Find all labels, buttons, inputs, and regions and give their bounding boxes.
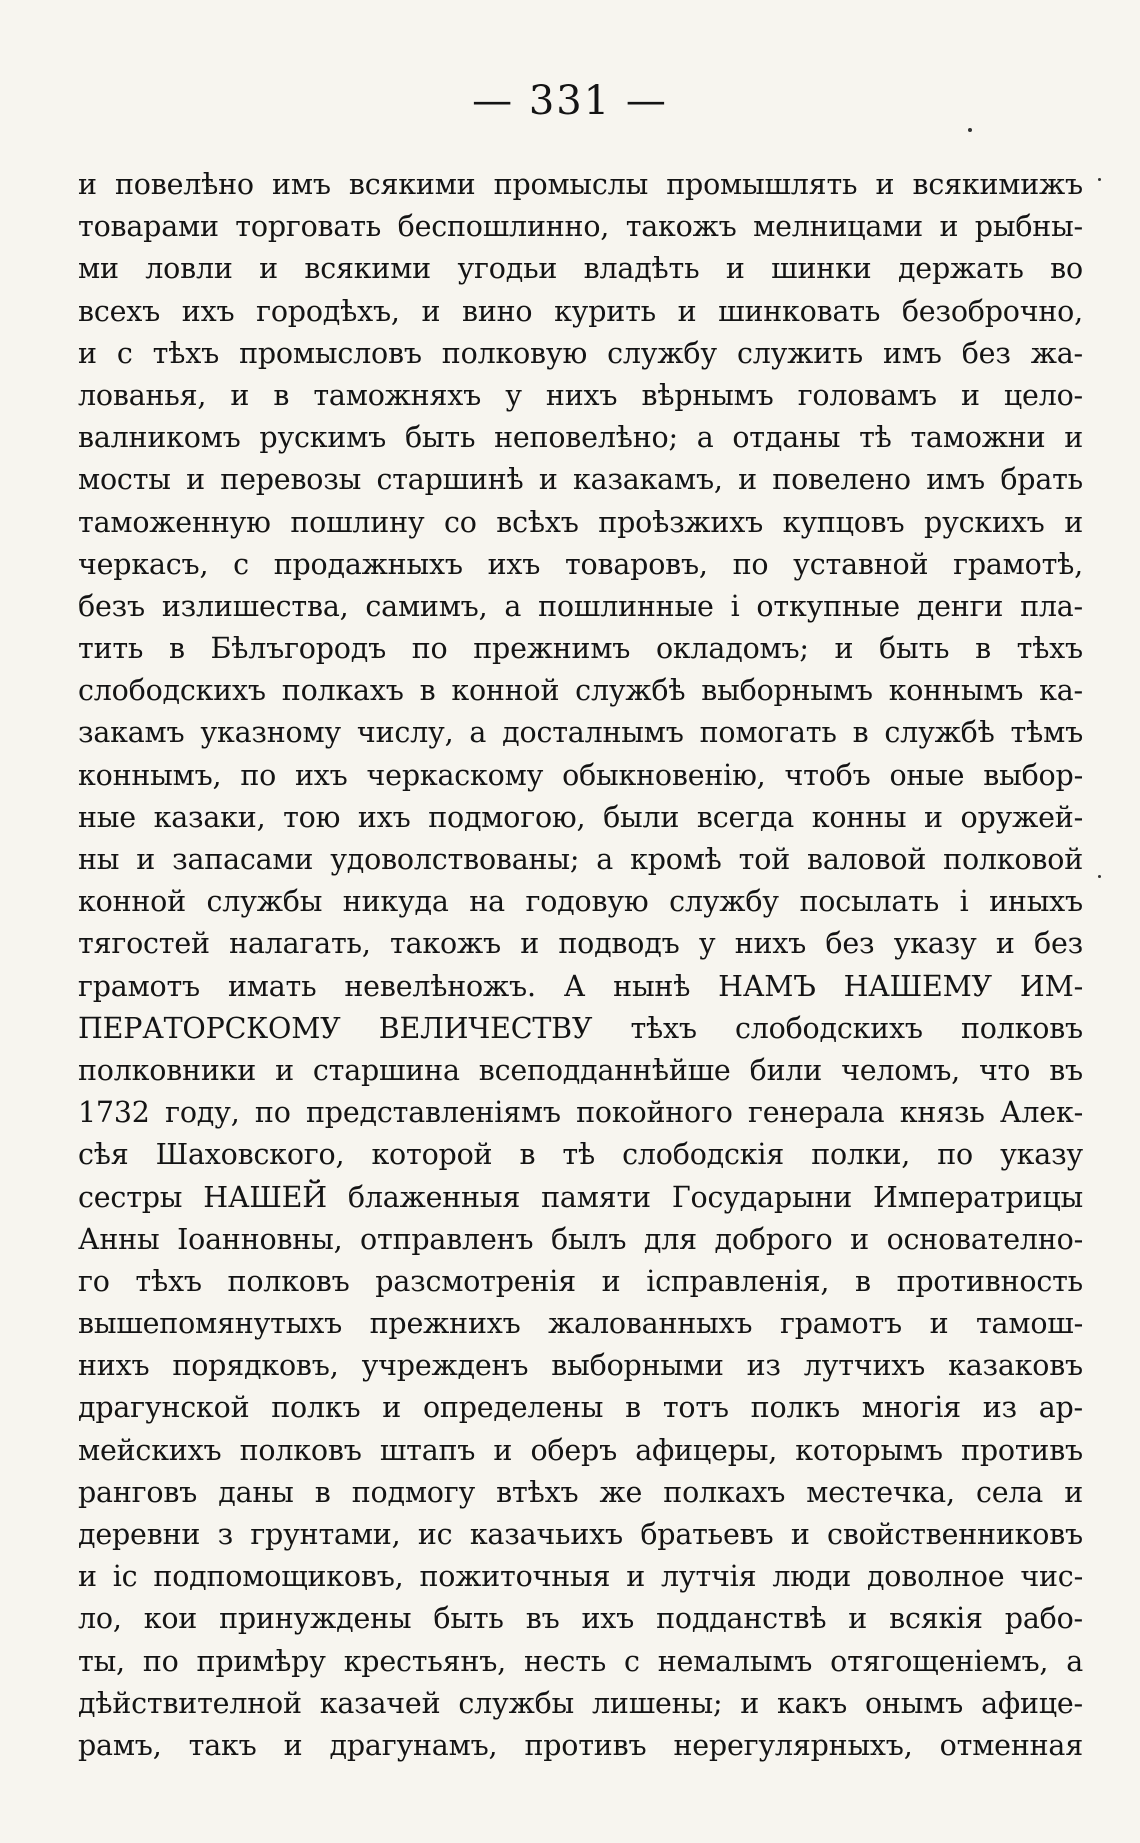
text-line: драгунской полкъ и определены в тотъ полкъ многія из ар- (78, 1391, 1083, 1425)
text-line: лованья, и в таможняхъ у нихъ вѣрнымъ головамъ и цело- (78, 378, 1083, 412)
text-line: грамотъ имать невелѣножъ. А нынѣ НАМЪ НАШЕМУ ИМ- (78, 969, 1083, 1003)
text-line: ПЕРАТОРСКОМУ ВЕЛИЧЕСТВУ тѣхъ слободскихъ полковъ (78, 1011, 1083, 1045)
text-line: безъ излишества, самимъ, а пошлинные і откупные денги пла- (78, 589, 1083, 623)
text-line: рамъ, такъ и драгунамъ, противъ нерегулярныхъ, отменная (78, 1728, 1083, 1762)
text-line: конной службы никуда на годовую службу посылать і иныхъ (78, 885, 1083, 919)
text-line: тягостей налагать, такожъ и подводъ у нихъ без указу и без (78, 927, 1083, 961)
text-line: черкасъ, с продажныхъ ихъ товаровъ, по уставной грамотѣ, (78, 547, 1083, 581)
text-line: Анны Іоанновны, отправленъ былъ для доброго и основателно- (78, 1222, 1083, 1256)
text-line: слободскихъ полкахъ в конной службѣ выборнымъ коннымъ ка- (78, 674, 1083, 708)
text-line: ны и запасами удоволствованы; а кромѣ той валовой полковой (78, 843, 1083, 876)
print-speck (968, 128, 972, 132)
text-line: полковники и старшина всеподданнѣйше били челомъ, что въ (78, 1053, 1083, 1087)
text-line: ми ловли и всякими угодьи владѣть и шинки держать во (78, 252, 1083, 286)
text-line: ные казаки, тою ихъ подмогою, были всегда конны и оружей- (78, 800, 1083, 834)
text-line: товарами торговать беспошлинно, такожъ мелницами и рыбны- (78, 210, 1083, 244)
text-line: мейскихъ полковъ штапъ и оберъ афицеры, которымъ противъ (78, 1433, 1083, 1467)
text-line: нихъ порядковъ, учрежденъ выборными из лутчихъ казаковъ (78, 1349, 1083, 1383)
print-speck (1098, 178, 1101, 181)
text-line: всехъ ихъ городѣхъ, и вино курить и шинковать безоброчно, (78, 294, 1083, 328)
page-number: — 331 — (472, 78, 668, 124)
text-line: сѣя Шаховского, которой в тѣ слободскія полки, по указу (78, 1138, 1083, 1172)
print-speck (1098, 875, 1101, 878)
text-line: и с тѣхъ промысловъ полковую службу служить имъ без жа- (78, 336, 1083, 370)
text-line: валникомъ рускимъ быть неповелѣно; а отданы тѣ таможни и (78, 421, 1083, 455)
text-line: ранговъ даны в подмогу втѣхъ же полкахъ местечка, села и (78, 1475, 1083, 1509)
text-line: ты, по примѣру крестьянъ, несть с немалымъ отягощеніемъ, а (78, 1644, 1083, 1678)
text-line: закамъ указному числу, а досталнымъ помогать в службѣ тѣмъ (78, 716, 1083, 750)
text-line: коннымъ, по ихъ черкаскому обыкновенію, чтобъ оные выбор- (78, 758, 1083, 792)
text-line: вышепомянутыхъ прежнихъ жалованныхъ грамотъ и тамош- (78, 1307, 1083, 1341)
text-line: и іс подпомощиковъ, пожиточныя и лутчія люди доволное чис- (78, 1560, 1083, 1594)
text-line: мосты и перевозы старшинѣ и казакамъ, и повелено имъ брать (78, 463, 1083, 497)
body-text (78, 164, 1083, 1767)
text-line: и повелѣно имъ всякими промыслы промышлять и всякимижъ (78, 168, 1083, 201)
text-line: таможенную пошлину со всѣхъ проѣзжихъ купцовъ рускихъ и (78, 505, 1083, 539)
text-line: дѣйствителной казачей службы лишены; и какъ онымъ афице- (78, 1686, 1083, 1720)
text-line: 1732 году, по представленіямъ покойного генерала князь Алек- (78, 1096, 1083, 1130)
text-line: ло, кои принуждены быть въ ихъ подданствѣ и всякія рабо- (78, 1602, 1083, 1636)
text-line: сестры НАШЕЙ блаженныя памяти Государыни Императрицы (78, 1180, 1083, 1214)
text-line: го тѣхъ полковъ разсмотренія и ісправленія, в противность (78, 1264, 1083, 1298)
text-line: тить в Бѣлъгородъ по прежнимъ окладомъ; и быть в тѣхъ (78, 632, 1083, 666)
text-line: деревни з грунтами, ис казачьихъ братьевъ и свойственниковъ (78, 1518, 1083, 1551)
